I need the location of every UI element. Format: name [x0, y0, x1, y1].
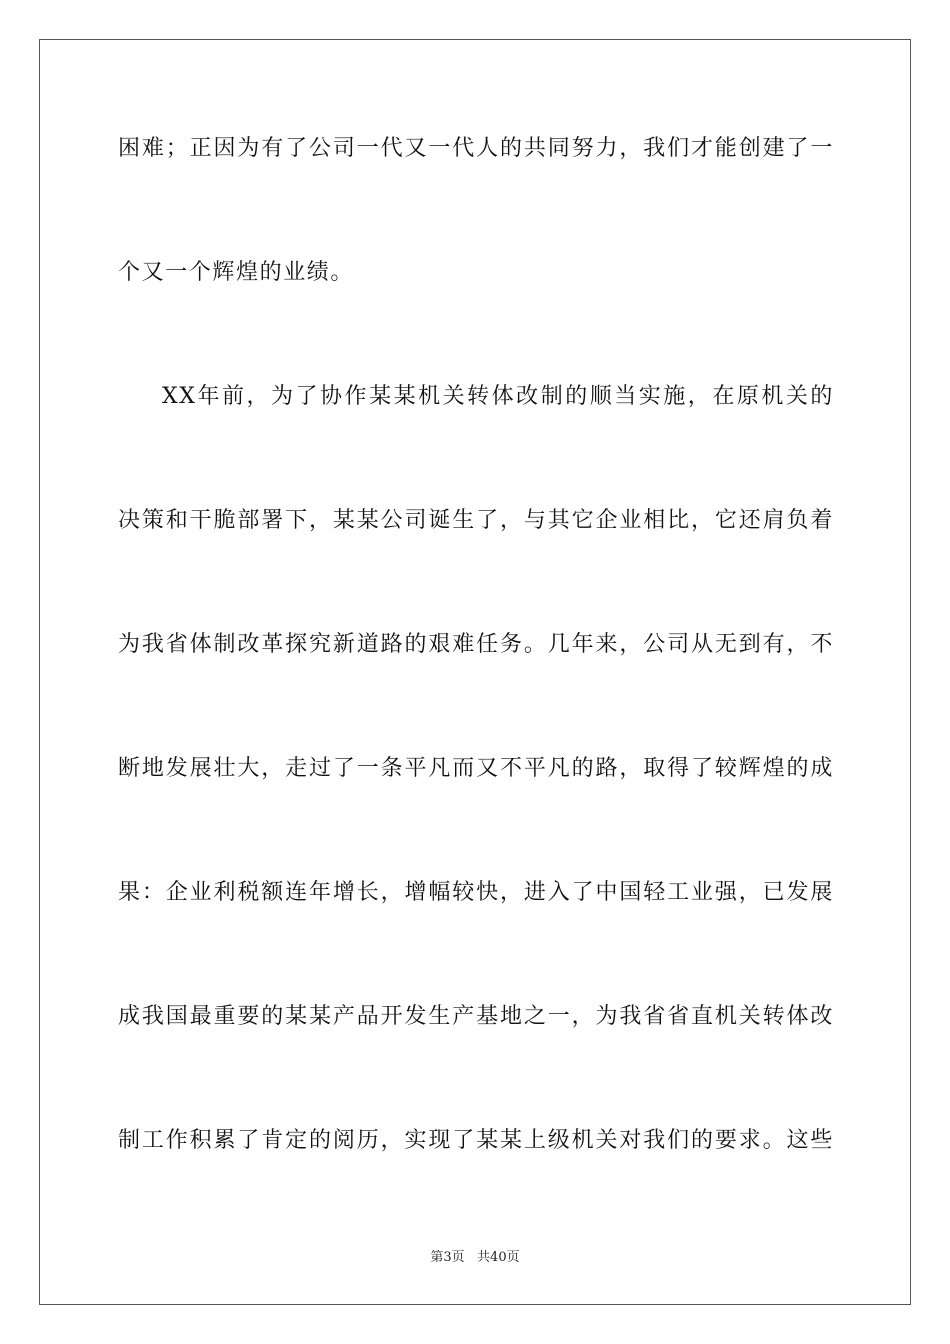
paragraph-line-2: 个又一个辉煌的业绩。 — [118, 260, 355, 285]
paragraph-line-5: 为我省体制改革探究新道路的艰难任务。几年来，公司从无到有，不 — [118, 632, 834, 657]
paragraph-line-4: 决策和干脆部署下，某某公司诞生了，与其它企业相比，它还肩负着 — [118, 508, 834, 533]
paragraph-line-1: 困难；正因为有了公司一代又一代人的共同努力，我们才能创建了一 — [118, 136, 834, 161]
paragraph-line-7: 果：企业利税额连年增长，增幅较快，进入了中国轻工业强，已发展 — [118, 880, 834, 905]
paragraph-line-8: 成我国最重要的某某产品开发生产基地之一，为我省省直机关转体改 — [118, 1004, 834, 1029]
page-border — [39, 39, 911, 1305]
paragraph-line-9: 制工作积累了肯定的阅历，实现了某某上级机关对我们的要求。这些 — [118, 1128, 834, 1153]
paragraph-line-3: XX年前，为了协作某某机关转体改制的顺当实施，在原机关的 — [162, 384, 834, 409]
paragraph-line-6: 断地发展壮大，走过了一条平凡而又不平凡的路，取得了较辉煌的成 — [118, 756, 834, 781]
page-number-footer: 第3页 共40页 — [430, 1250, 520, 1265]
